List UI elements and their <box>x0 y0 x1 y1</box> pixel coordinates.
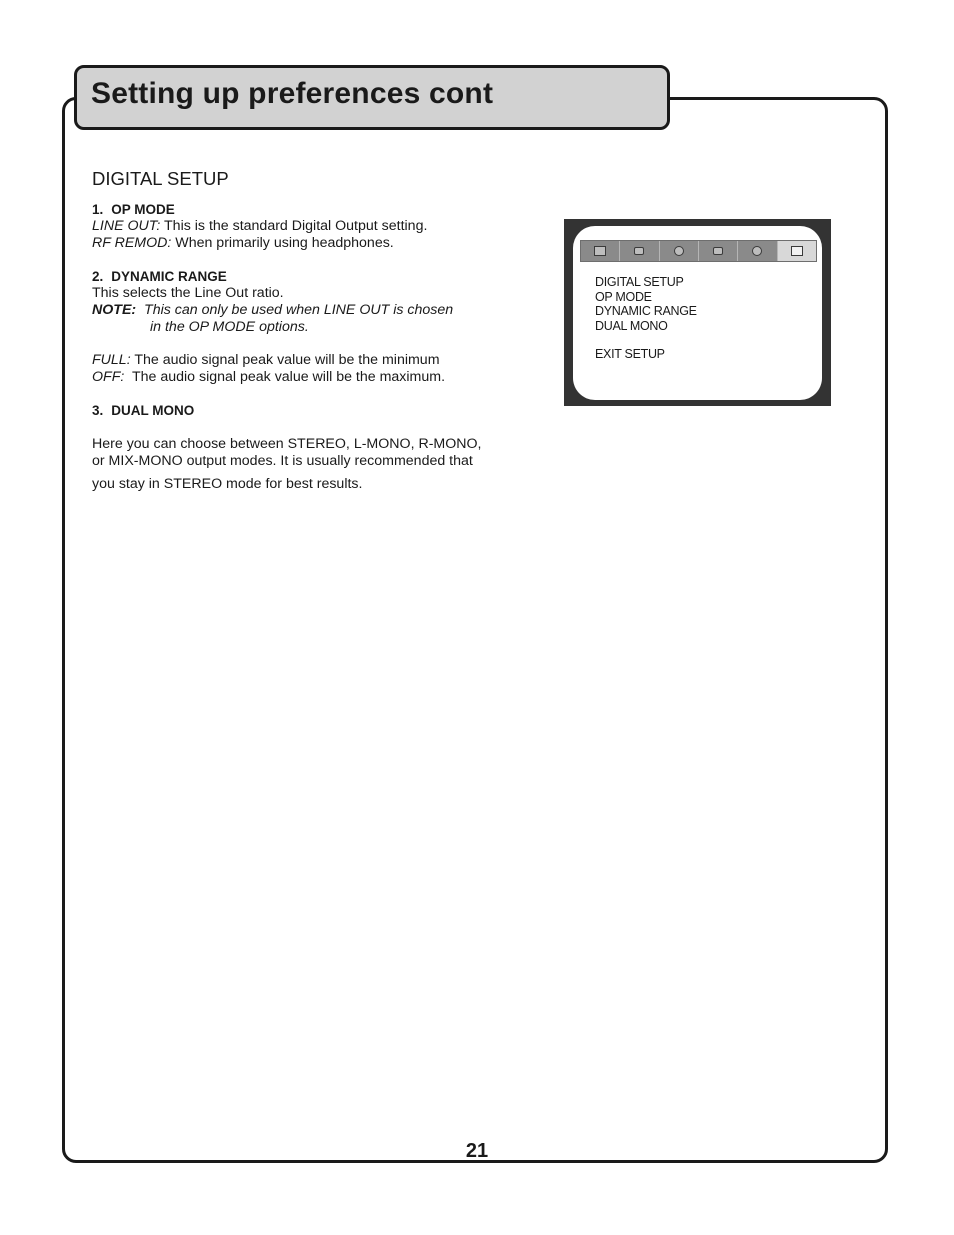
title-tab <box>74 65 670 130</box>
menu-title: DIGITAL SETUP <box>595 275 684 289</box>
language-icon <box>634 247 644 255</box>
monitor-icon <box>594 246 606 256</box>
setup-menu-screen <box>573 226 822 400</box>
menu-item-exit-setup: EXIT SETUP <box>595 347 665 362</box>
page-title: Setting up preferences cont <box>91 77 494 110</box>
tab-audio <box>738 241 777 261</box>
dynamic-range-note: NOTE: This can only be used when LINE OUT is chosen <box>92 302 454 318</box>
menu-item-dual-mono: DUAL MONO <box>595 318 668 333</box>
op-mode-rf-remod: RF REMOD: When primarily using headphones. <box>92 235 394 251</box>
digital-icon <box>791 246 803 256</box>
setup-menu-list <box>595 275 697 362</box>
setup-menu-screenshot <box>564 219 831 406</box>
main-content <box>92 170 512 493</box>
op-mode-line-out: LINE OUT: This is the standard Digital Output setting. <box>92 218 428 234</box>
section-heading: DIGITAL SETUP <box>92 168 229 189</box>
tab-speaker <box>699 241 738 261</box>
dynamic-range-note-cont: in the OP MODE options. <box>150 319 309 335</box>
item-heading-dual-mono: 3. DUAL MONO <box>92 403 195 418</box>
menu-item-op-mode: OP MODE <box>595 289 652 304</box>
dynamic-range-intro: This selects the Line Out ratio. <box>92 285 284 301</box>
dual-mono-para-3: you stay in STEREO mode for best results. <box>92 476 363 492</box>
dual-mono-para-2: or MIX-MONO output modes. It is usually recommended that <box>92 453 473 469</box>
audio-icon <box>752 246 762 256</box>
item-heading-op-mode: 1. OP MODE <box>92 202 175 217</box>
tab-digital <box>778 241 816 261</box>
dynamic-range-full: FULL: The audio signal peak value will be the minimum <box>92 352 440 368</box>
speaker-icon <box>713 247 723 255</box>
tab-general <box>581 241 620 261</box>
dynamic-range-off: OFF: The audio signal peak value will be the maximum. <box>92 369 446 385</box>
item-heading-dynamic-range: 2. DYNAMIC RANGE <box>92 269 227 284</box>
menu-item-dynamic-range: DYNAMIC RANGE <box>595 304 697 319</box>
dual-mono-para-1: Here you can choose between STEREO, L-MONO, R-MONO, <box>92 436 482 452</box>
tab-tools <box>660 241 699 261</box>
tab-language <box>620 241 659 261</box>
tools-icon <box>674 246 684 256</box>
page-number: 21 <box>465 1140 489 1162</box>
setup-tab-strip <box>580 240 817 262</box>
